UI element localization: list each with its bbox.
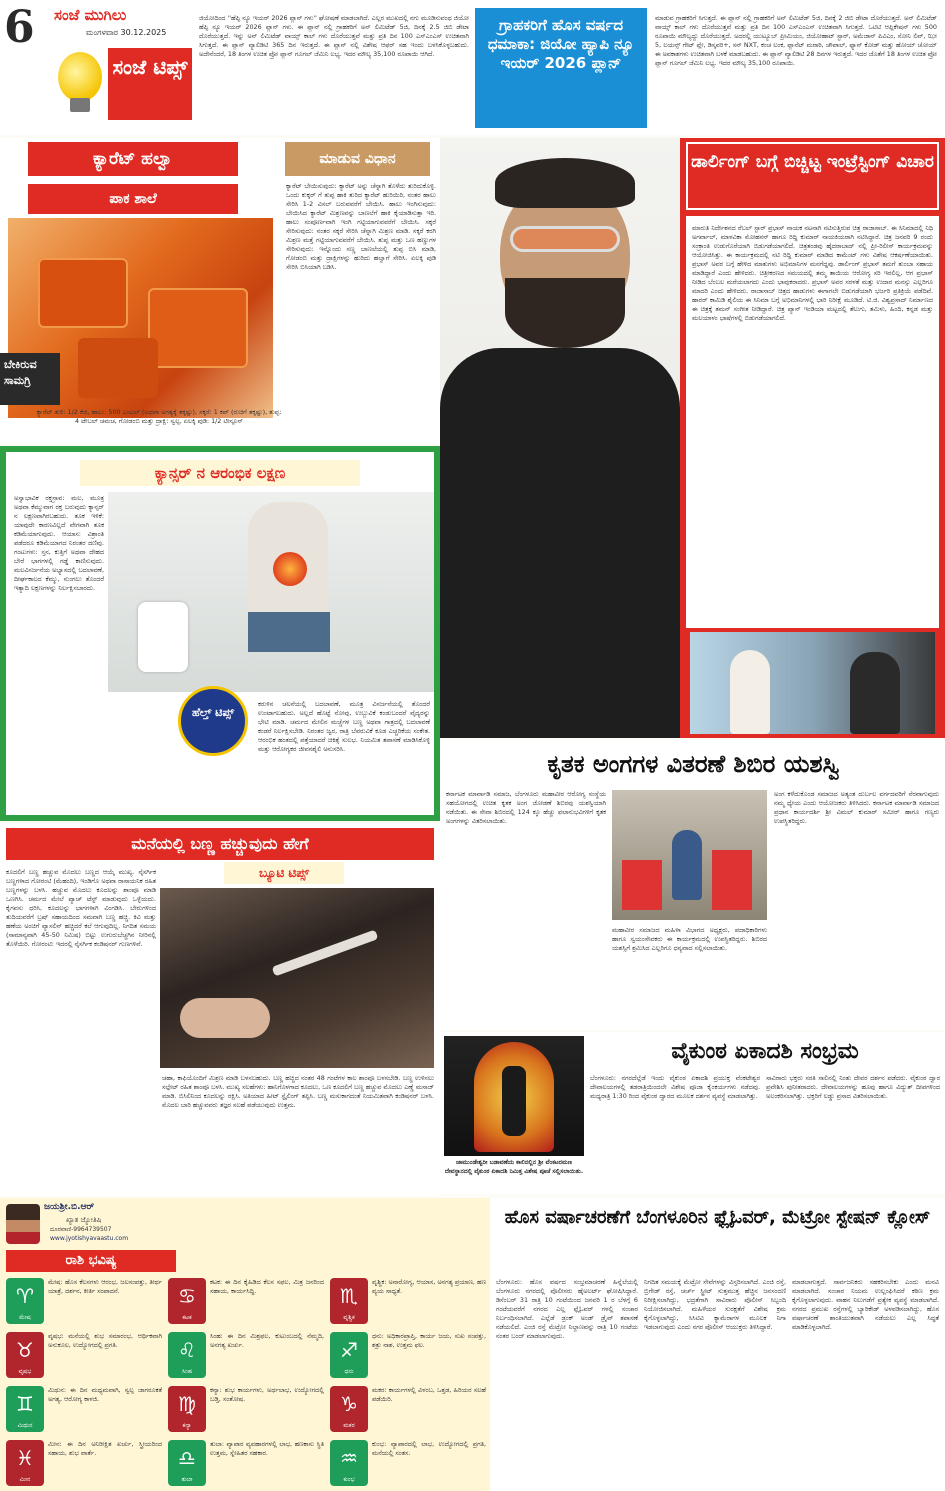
rashi-name: ಕನ್ಯಾ: [182, 1422, 192, 1429]
prabhas-article: [680, 138, 945, 738]
temple-article: [440, 1032, 945, 1194]
hair-title: ಮನೆಯಲ್ಲಿ ಬಣ್ಣ ಹಚ್ಚುವುದು ಹೇಗೆ: [6, 828, 434, 860]
rashi-name: ಮೀನ: [19, 1476, 31, 1483]
astrologer-phone: ದೂರವಾಣಿ-9964739507: [50, 1226, 112, 1233]
hair-photo: [160, 888, 434, 1068]
temple-caption: ಜಾಮುಂಡೇಶ್ವರೀ ಬಡಾವಣೆಯ ಕಾಲಿನಲ್ಲಿನ ಶ್ರೀ ವೆಂಕಟರಮಣ ದೇವಸ್ಥಾನದಲ್ಲಿ ವೈಕುಂಠ ಏಕಾದಶಿ ನಿಮಿತ್ತ ವಿಶೇಷ ಪೂಜೆ ಸಲ್ಲಿಸಲಾಯಿತು.: [444, 1159, 584, 1175]
rashi-text: ಮೇಷ: ಹೊಸ ಕೆಲಸಗಳು ಆರಂಭ, ಜಲಸಂಪತ್ತು, ತೀರ್ಥ ಯಾತ್ರೆ, ದರ್ಶನ, ಕೀರ್ತಿ ಸಂಪಾದನೆ.: [48, 1278, 162, 1295]
rashi-item: [168, 1330, 326, 1382]
jio-col1: ಜಿಯೋದಿಂದ ''ಹೆಪ್ಪಿ ನ್ಯೂ ಇಯರ್ 2026 ಪ್ಲಾನ್ ಗಳು'' ಘೋಷಣೆ ಮಾಡಲಾಗಿದೆ. ಎಲ್ಲರ ಮುಖದಲ್ಲಿ ನಗು ಮೂಡಿಸುವಂಥ ಜಿಯೋ ಹೆಪ್ಪಿ ನ್ಯೂ ಇಯರ್ 2026 ಪ್ಲಾನ್ ಗಳು. ಈ ಪ್ಲಾನ್ ನಲ್ಲಿ ಗ್ರಾಹಕರಿಗೆ ಅನ್ ಲಿಮಿಟೆಡ್ 5ಜಿ, ದಿನಕ್ಕೆ 2.5 ಜಿಬಿ ಡೇಟಾ ದೊರೆಯುತ್ತದೆ. ಇನ್ನು ಅನ್ ಲಿಮಿಟೆಡ್ ವಾಯ್ಸ್ ಕಾಲ್ ಗಳು ದೊರೆಯುತ್ತವೆ ಮತ್ತು ಪ್ರತಿ ದಿನ 100 ಎಸ್ಎಂಎಸ್ ಉಚಿತವಾಗಿ ಸಿಗುತ್ತದೆ. ಈ ಪ್ಲಾನ್ ವ್ಯಾಲಿಡಿಟಿ 365 ದಿನ ಇರುತ್ತದೆ. ಈ ಪ್ಲಾನ್ ನಲ್ಲಿ ವಿಶೇಷ ಆಫರ್ ಸಹ ಇಂದು ಬಳಸಿಕೊಳ್ಳಬಹುದು. ಅದೇನೆಂದರೆ, 18 ತಿಂಗಳ ಉಚಿತ ಪ್ರೋ ಪ್ಲಾನ್ ಗೂಗಲ್ ಜೆಮಿನಿ ಲಭ್ಯ. ಇದರ ಮೌಲ್ಯ 35,100 ರೂಪಾಯಿ ಆಗಿದೆ.: [199, 14, 469, 58]
astrologer-name: ಜಯಶ್ರೀ.ಬಿ.ಆರ್: [44, 1202, 95, 1212]
prabhas-headline: ಡಾರ್ಲಿಂಗ್ ಬಗ್ಗೆ ಬಿಚ್ಚಿಟ್ಟ ಇಂಟ್ರೆಸ್ಟಿಂಗ್ ವಿಚಾರ: [686, 142, 939, 210]
rashi-name: ಮಿಥುನ: [17, 1422, 33, 1429]
hair-col1: ಕೂದಲಿಗೆ ಬಣ್ಣ ಹಚ್ಚುವ ಮೊದಲು ಬಣ್ಣದ ಆಯ್ಕೆ ಮುಖ್ಯ. ನೈಸರ್ಗಿಕ ಬಣ್ಣಗಳಾದ ಗೋರಂಟಿ (ಮೆಹಂದಿ), ಇಂಡಿಗೊ ಅಥವಾ ರಾಸಾಯನಿಕ ರಹಿತ ಬಣ್ಣಗಳನ್ನು ಬಳಸಿ. ಹಚ್ಚುವ ಮೊದಲು ಕೂದಲನ್ನು ಶಾಂಪೂ ಮಾಡಿ ಒಣಗಿಸಿ. ಚರ್ಮದ ಮೇಲೆ ಪ್ಯಾಚ್ ಟೆಸ್ಟ್ ಮಾಡುವುದು ಒಳ್ಳೆಯದು. ಕೈಗವಸು ಧರಿಸಿ, ಕೂದಲನ್ನು ಭಾಗಗಳಾಗಿ ವಿಂಗಡಿಸಿ. ಬೇರುಗಳಿಂದ ತುದಿಯವರೆಗೆ ಬ್ರಷ್ ಸಹಾಯದಿಂದ ಸಮವಾಗಿ ಬಣ್ಣ ಹಚ್ಚಿ. ಕಿವಿ ಮತ್ತು ಹಣೆಯ ಅಂಚಿಗೆ ವ್ಯಾಸಲಿನ್ ಹಚ್ಚಿದರೆ ಕಲೆ ಆಗುವುದಿಲ್ಲ. ನಿಗದಿತ ಸಮಯ (ಸಾಮಾನ್ಯವಾಗಿ 45-50 ನಿಮಿಷ) ಬಿಟ್ಟು ಉಗುರುಬೆಚ್ಚಗಿನ ನೀರಿನಲ್ಲಿ ತೊಳೆಯಿರಿ. ಗೋರಂಟಿ: ಇದರಲ್ಲಿ ನೈಸರ್ಗಿಕ ಕಂಡಿಷನರ್ ಗುಣಗಳಿವೆ.: [6, 868, 156, 948]
brush-icon: [272, 929, 379, 976]
rashi-text: ಕಟಕ: ಈ ದಿನ ಕೈಹಿಡಿದ ಕೆಲಸ ಸಫಲ, ಮಿತ್ರ ಜನರಿಂದ ಸಹಾಯ, ಕಾರ್ಯಸಿದ್ಧಿ.: [210, 1278, 324, 1295]
rashi-item: [330, 1330, 488, 1382]
limbs-col1: ಕರ್ನಾಟಕ ಮಾರ್ವಾಡಿ ಸಮಾಜ, ಬೆಂಗಳೂರು ಮಹಾವೀರ ಆರೋಗ್ಯ ಸಂಸ್ಥೆಯ ಸಹಯೋಗದಲ್ಲಿ ಉಚಿತ ಕೃತಕ ಅಂಗ ಜೋಡಣೆ ಶಿಬಿರವು ಯಶಸ್ವಿಯಾಗಿ ನಡೆಯಿತು. ಈ ಸೇವಾ ಶಿಬಿರದಲ್ಲಿ 124 ಕ್ಕೂ ಹೆಚ್ಚು ಫಲಾನುಭವಿಗಳಿಗೆ ಕೃತಕ ಅಂಗಗಳನ್ನು ವಿತರಿಸಲಾಯಿತು.: [446, 790, 606, 825]
rashi-sign-icon: ♑: [330, 1386, 368, 1432]
rashi-text: ಮಿಥುನ: ಈ ದಿನ ಮಧ್ಯಮವಾಗಿ, ಸ್ವಲ್ಪ ಜಾಗರೂಕತೆ ಅಗತ್ಯ, ಆರೋಗ್ಯ ಕಾಳಜಿ.: [48, 1386, 162, 1403]
beauty-tips-tag: ಬ್ಯೂಟಿ ಟಿಪ್ಸ್: [224, 862, 344, 884]
rashi-text: ಧನು: ಅಧಿಕಾರಪ್ರಾಪ್ತಿ, ಕಾರ್ಯ ಜಯ, ಸುಖ ಸಂಪತ್ತು, ಶತ್ರು ನಾಶ, ಉತ್ತಮ ಫಲ.: [372, 1332, 486, 1349]
recipe-method-text: ಕ್ಯಾರೆಟ್ ಬೇಯಿಸುವುದು: ಕ್ಯಾರೆಟ್ ಅನ್ನು ಚೆನ್ನಾಗಿ ತೊಳೆದು ತುರಿದುಕೊಳ್ಳಿ. ಒಂದು ಕುಕ್ಕರ್ ಗೆ ತುಪ್ಪ ಹಾಕಿ ತುರಿದ ಕ್ಯಾರೆಟ್ ಹುರಿಯಿರಿ, ನಂತರ ಹಾಲು ಸೇರಿಸಿ 1-2 ವಿಸಲ್ ಬರುವವರೆಗೆ ಬೇಯಿಸಿ. ಹಾಲು ಇಂಗಿಸುವುದು: ಬೇಯಿಸಿದ ಕ್ಯಾರೆಟ್ ಮಿಶ್ರಣವನ್ನು ಬಾಣಲೆಗೆ ಹಾಕಿ ಕೈಯಾಡಿಸುತ್ತಾ ಇರಿ. ಹಾಲು ಸಂಪೂರ್ಣವಾಗಿ ಇಂಗಿ ಗಟ್ಟಿಯಾಗುವವರೆಗೆ ಬೇಯಿಸಿ. ಸಕ್ಕರೆ ಸೇರಿಸುವುದು: ನಂತರ ಸಕ್ಕರೆ ಸೇರಿಸಿ ಚೆನ್ನಾಗಿ ಮಿಶ್ರಣ ಮಾಡಿ. ಸಕ್ಕರೆ ಕರಗಿ ಮಿಶ್ರಣ ಮತ್ತೆ ಗಟ್ಟಿಯಾಗುವವರೆಗೆ ಬೇಯಿಸಿ. ತುಪ್ಪ ಮತ್ತು ಒಣ ಹಣ್ಣುಗಳ ಸೇರಿಸುವುದು: ಇನ್ನೊಂದು ಸಣ್ಣ ಬಾಣಲೆಯಲ್ಲಿ ತುಪ್ಪ ಬಿಸಿ ಮಾಡಿ, ಗೋಡಂಬಿ ಮತ್ತು ದ್ರಾಕ್ಷಿಗಳನ್ನು ಹುರಿದು ಹಲ್ವಾಗೆ ಸೇರಿಸಿ. ಏಲಕ್ಕಿ ಪುಡಿ ಸೇರಿಸಿ ಬಿಸಿಯಾಗಿ ಬಡಿಸಿ.: [286, 182, 436, 271]
recipe-method-tag: ಮಾಡುವ ವಿಧಾನ: [285, 142, 430, 176]
temple-col1: ಬೆಂಗಳೂರು: ನಗರದೆಲ್ಲೆಡೆ ಇಂದು ವೈಕುಂಠ ಏಕಾದಶಿ ಪ್ರಯುಕ್ತ ವೆಂಕಟೇಶ್ವರ ದೇವಾಲಯಗಳಲ್ಲಿ ತಡರಾತ್ರಿಯಿಂದಲೇ ವಿಶೇಷ ಪೂಜಾ ಕೈಂಕರ್ಯಗಳು ನಡೆದವು. ಮಧ್ಯರಾತ್ರಿ 1:30 ರಿಂದ ವೈಕುಂಠ ದ್ವಾರದ ಮೂಲಕ ದರ್ಶನ ವ್ಯವಸ್ಥೆ ಮಾಡಲಾಗಿತ್ತು.: [590, 1074, 760, 1100]
rashi-item: [6, 1438, 164, 1490]
jio-article: [195, 0, 945, 135]
rashi-name: ಧನು: [344, 1368, 354, 1375]
health-photo: [108, 492, 434, 692]
recipe-pakashale-tag: ಪಾಕ ಶಾಲೆ: [28, 184, 238, 214]
rashi-name: ಕುಂಭ: [343, 1476, 355, 1483]
rashi-text: ವೃಶ್ಚಿಕ: ಅನಾರೋಗ್ಯ, ಆಯಾಸ, ಅನಗತ್ಯ ಪ್ರಯಾಣ, ಹಣ ವ್ಯಯ ಸಾಧ್ಯತೆ.: [372, 1278, 486, 1295]
ingredients-label: ಬೇಕಿರುವ ಸಾಮಗ್ರಿ: [0, 353, 60, 405]
hair-section: [0, 824, 440, 1196]
rashi-sign-icon: ♏: [330, 1278, 368, 1324]
rashi-sign-icon: ♋: [168, 1278, 206, 1324]
newyear-col3: ಮಾಡಲಾಗುತ್ತದೆ. ಸಾರ್ವಜನಿಕರು ಸಹಕರಿಸಬೇಕು ಎಂದು ಮನವಿ ಮಾಡಲಾಗಿದೆ. ಸಂಚಾರ ನಿಯಮ ಉಲ್ಲಂಘಿಸಿದರೆ ಕಠಿಣ ಕ್ರಮ ಕೈಗೊಳ್ಳಲಾಗುವುದು. ವಾಹನ ನಿಲುಗಡೆಗೆ ಪ್ರತ್ಯೇಕ ವ್ಯವಸ್ಥೆ ಮಾಡಲಾಗಿದೆ. ನಗರದ ಪ್ರಮುಖ ರಸ್ತೆಗಳಲ್ಲಿ ಬ್ಯಾರಿಕೇಡ್ ಅಳವಡಿಸಲಾಗಿದ್ದು, ಹೊಸ ವರ್ಷಾಚರಣೆ ಶಾಂತಿಯುತವಾಗಿ ನಡೆಯಲು ಎಲ್ಲ ಸಿದ್ಧತೆ ಮಾಡಿಕೊಳ್ಳಲಾಗಿದೆ.: [792, 1278, 939, 1331]
cancer-title: ಕ್ಯಾನ್ಸರ್ ನ ಆರಂಭಿಕ ಲಕ್ಷಣ: [80, 460, 360, 486]
rashi-sign-icon: ♐: [330, 1332, 368, 1378]
rashi-sign-icon: ♉: [6, 1332, 44, 1378]
rashi-item: [6, 1330, 164, 1382]
horoscope-title: ರಾಶಿ ಭವಿಷ್ಯ: [6, 1250, 176, 1272]
rashi-item: [6, 1276, 164, 1328]
rashi-item: [168, 1438, 326, 1490]
rashi-sign-icon: ♒: [330, 1440, 368, 1486]
recipe-section: [0, 138, 440, 443]
hair-col2: ಚಹಾ, ಕಾಫಿಯೊಂದಿಗೆ ಮಿಶ್ರಣ ಮಾಡಿ ಬಳಸಬಹುದು. ಬಣ್ಣ ಹಚ್ಚಿದ ನಂತರ 48 ಗಂಟೆಗಳ ಕಾಲ ಶಾಂಪೂ ಬಳಸಬೇಡಿ. ಬಣ್ಣ ಉಳಿಸಲು ಸಲ್ಫೇಟ್ ರಹಿತ ಶಾಂಪೂ ಬಳಸಿ. ಮುಖ್ಯ ಸಲಹೆಗಳು: ಹಾನಿಗೊಳಗಾದ ಕೂದಲು, ಒಣ ಕೂದಲಿಗೆ ಬಣ್ಣ ಹಚ್ಚುವ ಮೊದಲು ಎಣ್ಣೆ ಮಸಾಜ್ ಮಾಡಿ. ಬಿಸಿಲಿನಿಂದ ಕೂದಲನ್ನು ರಕ್ಷಿಸಿ. ಅತಿಯಾದ ಹೀಟ್ ಸ್ಟೈಲಿಂಗ್ ತಪ್ಪಿಸಿ. ಬಣ್ಣ ಮಸುಕಾಗದಂತೆ ನಿಯಮಿತವಾಗಿ ಕಂಡಿಷನರ್ ಬಳಸಿ. ಮೊದಲ ಬಾರಿ ಹಚ್ಚುವವರು ತಜ್ಞರ ಸಲಹೆ ಪಡೆಯುವುದು ಉತ್ತಮ.: [162, 1074, 434, 1109]
limbs-headline: ಕೃತಕ ಅಂಗಗಳ ವಿತರಣೆ ಶಿಬಿರ ಯಶಸ್ವಿ: [547, 750, 840, 778]
deity-shape: [502, 1066, 526, 1136]
temple-headline: ವೈಕುಂಠ ಏಕಾದಶಿ ಸಂಭ್ರಮ: [671, 1039, 859, 1064]
limbs-photo: [612, 790, 767, 920]
rashi-item: [6, 1384, 164, 1436]
rashi-text: ತುಲಾ: ವ್ಯಾಪಾರ ವ್ಯವಹಾರಗಳಲ್ಲಿ ಲಾಭ, ಹಣಕಾಸು ಸ್ಥಿತಿ ಉತ್ತಮ, ಸ್ನೇಹಿತರ ಸಹಕಾರ.: [210, 1440, 324, 1457]
jio-headline-box: ಗ್ರಾಹಕರಿಗೆ ಹೊಸ ವರ್ಷದ ಧಮಾಕಾ: ಜಿಯೋ ಹ್ಯಾಪಿ ನ್ಯೂ ಇಯರ್ 2026 ಪ್ಲಾನ್: [475, 8, 647, 128]
newyear-article: [490, 1198, 945, 1491]
rashi-sign-icon: ♓: [6, 1440, 44, 1486]
newyear-col1: ಬೆಂಗಳೂರು: ಹೊಸ ವರ್ಷದ ಸಂಭ್ರಮಾಚರಣೆ ಹಿನ್ನೆಲೆಯಲ್ಲಿ ಬೆಂಗಳೂರು ನಗರದಲ್ಲಿ ಪೊಲೀಸರು ಹೈಅಲರ್ಟ್ ಘೋಷಿಸಿದ್ದಾರೆ. ಡಿಸೆಂಬರ್ 31 ರಾತ್ರಿ 10 ಗಂಟೆಯಿಂದ ಜನವರಿ 1 ರ ಬೆಳಗ್ಗೆ 6 ಗಂಟೆಯವರೆಗೆ ನಗರದ ಎಲ್ಲ ಫ್ಲೈಓವರ್ ಗಳಲ್ಲಿ ಸಂಚಾರ ನಿರ್ಬಂಧಿಸಲಾಗಿದೆ. ಎಲ್ಲೆಡೆ ಡ್ರಂಕ್ ಅಂಡ್ ಡ್ರೈವ್ ತಪಾಸಣೆ ನಡೆಯಲಿದೆ. ಎಂಜಿ ರಸ್ತೆ ಮೆಟ್ರೋ ನಿಲ್ದಾಣವನ್ನು ರಾತ್ರಿ 10 ಗಂಟೆಯ ನಂತರ ಬಂದ್ ಮಾಡಲಾಗುವುದು.: [496, 1278, 638, 1340]
rashi-name: ಮಕರ: [343, 1422, 355, 1429]
section-title: ಸಂಜೆ ಟಿಪ್ಸ್: [108, 48, 192, 120]
bulb-icon: [58, 52, 102, 102]
sunglasses-icon: [510, 226, 620, 252]
newyear-col2: ನಿಗದಿತ ಸಮಯಕ್ಕೆ ಮೆಟ್ರೋ ಸೇವೆಗಳನ್ನು ವಿಸ್ತರಿಸಲಾಗಿದೆ. ಎಂಜಿ ರಸ್ತೆ, ಬ್ರಿಗೇಡ್ ರಸ್ತೆ, ಚರ್ಚ್ ಸ್ಟ್ರೀಟ್ ಸುತ್ತಮುತ್ತ ಹೆಚ್ಚಿನ ಜನಸಂದಣಿ ನಿರೀಕ್ಷಿಸಲಾಗಿದ್ದು, ಭದ್ರತೆಗಾಗಿ ಸಾವಿರಾರು ಪೊಲೀಸ್ ಸಿಬ್ಬಂದಿ ನಿಯೋಜಿಸಲಾಗಿದೆ. ಮಹಿಳೆಯರ ಸುರಕ್ಷತೆಗೆ ವಿಶೇಷ ಕ್ರಮ ಕೈಗೊಳ್ಳಲಾಗಿದ್ದು, ಸಿಸಿಟಿವಿ ಕ್ಯಾಮೆರಾಗಳ ಮೂಲಕ ನಿಗಾ ಇಡಲಾಗುವುದು ಎಂದು ನಗರ ಪೊಲೀಸ್ ಆಯುಕ್ತರು ತಿಳಿಸಿದ್ದಾರೆ.: [644, 1278, 786, 1331]
horoscope-section: [0, 1198, 490, 1491]
toilet-shape: [138, 602, 188, 672]
newyear-headline: ಹೊಸ ವರ್ಷಾಚರಣೆಗೆ ಬೆಂಗಳೂರಿನ ಫ್ಲೈಓವರ್, ಮೆಟ್ರೋ ಸ್ಟೇಷನ್ ಕ್ಲೋಸ್: [504, 1207, 931, 1228]
limbs-col2: ಮಹಾವೀರ ಸಮಾಜದ ಮಹಿಳಾ ವಿಭಾಗದ ಅಧ್ಯಕ್ಷರು, ಪದಾಧಿಕಾರಿಗಳು ಹಾಗೂ ಸ್ವಯಂಸೇವಕರು ಈ ಕಾರ್ಯಕ್ರಮದಲ್ಲಿ ಉಪಸ್ಥಿತರಿದ್ದರು. ಶಿಬಿರದ ಯಶಸ್ಸಿಗೆ ಶ್ರಮಿಸಿದ ಎಲ್ಲರಿಗೂ ಧನ್ಯವಾದ ಸಲ್ಲಿಸಲಾಯಿತು.: [612, 926, 767, 952]
rashi-item: [168, 1276, 326, 1328]
health-tips-badge: ಹೆಲ್ತ್ ಟಿಪ್ಸ್: [178, 686, 248, 756]
bulb-base-icon: [70, 98, 90, 112]
masthead: [0, 0, 195, 135]
temple-photo: [444, 1036, 584, 1156]
rashi-name: ತುಲಾ: [181, 1476, 193, 1483]
rashi-item: [330, 1276, 488, 1328]
astrologer-website[interactable]: www.jyotishyavaastu.com: [50, 1235, 129, 1242]
abdomen-glow-icon: [273, 552, 307, 586]
jacket-shape: [440, 348, 680, 738]
prabhas-photo: [440, 138, 680, 738]
rashi-sign-icon: ♎: [168, 1440, 206, 1486]
event-photo: [690, 632, 935, 734]
temple-col2: ಸಾವಿರಾರು ಭಕ್ತರು ಸರತಿ ಸಾಲಿನಲ್ಲಿ ನಿಂತು ದೇವರ ದರ್ಶನ ಪಡೆದರು. ವೈಕುಂಠ ದ್ವಾರ ಪ್ರವೇಶಿಸಿ ಪುನೀತರಾದರು. ದೇವಾಲಯಗಳನ್ನು ಹೂವು ಹಾಗೂ ವಿದ್ಯುತ್ ದೀಪಗಳಿಂದ ಅಲಂಕರಿಸಲಾಗಿತ್ತು. ಭಕ್ತರಿಗೆ ಲಡ್ಡು ಪ್ರಸಾದ ವಿತರಿಸಲಾಯಿತು.: [766, 1074, 940, 1100]
limbs-article: [440, 740, 945, 1030]
astrologer-avatar: [6, 1204, 40, 1244]
rashi-text: ಮಕರ: ಕಾರ್ಯಗಳಲ್ಲಿ ವಿಳಂಬ, ಒತ್ತಡ, ಹಿರಿಯರ ಸಲಹೆ ಪಡೆಯಿರಿ.: [372, 1386, 486, 1403]
rashi-name: ವೃಶ್ಚಿಕ: [343, 1314, 355, 1321]
rashi-item: [330, 1384, 488, 1436]
page-number: 6: [4, 2, 35, 53]
jio-col2: ಮಾಡುವ ಗ್ರಾಹಕರಿಗೆ ಸಿಗುತ್ತದೆ. ಈ ಪ್ಲಾನ್ ನಲ್ಲಿ ಗ್ರಾಹಕರಿಗೆ ಅನ್ ಲಿಮಿಟೆಡ್ 5ಜಿ, ದಿನಕ್ಕೆ 2 ಜಿಬಿ ಡೇಟಾ ದೊರೆಯುತ್ತದೆ. ಅನ್ ಲಿಮಿಟೆಡ್ ವಾಯ್ಸ್ ಕಾಲ್ ಗಳು ದೊರೆಯುತ್ತವೆ ಮತ್ತು ಪ್ರತಿ ದಿನ 100 ಎಸ್ಎಂಎಸ್ ಉಚಿತವಾಗಿ ಸಿಗುತ್ತದೆ. ಒಟಿಟಿ ಆಪ್ಲಿಕೇಷನ್ ಗಳು 500 ರೂಪಾಯಿ ಮೌಲ್ಯದ್ದು ದೊರೆಯುತ್ತದೆ. ಅದರಲ್ಲಿ ಯುಟ್ಯೂಬ್ ಪ್ರೀಮಿಯಂ, ಜಿಯೋಹಾಟ್ ಸ್ಟಾರ್, ಅಮೆಜಾನ್ ಪಿವಿಎಂ, ಸೋನಿ ಲಿವ್, ಝೀ 5, ಲಯನ್ಸ್ ಗೇಟ್ ಪ್ಲೇ, ಡಿಸ್ಕವರಿ+, ಸನ್ NXT, ಕಂಚ ಲಂಕ, ಪ್ಲಾನೆಟ್ ಮರಾಠಿ, ಚೌಪಾಲ್, ಫ್ಯಾನ್ ಕೋಡ್ ಮತ್ತು ಹೋಯ್ ಚೋಯ್ ಈ ಅವಕಾಶಗಳು ಉಚಿತವಾಗಿ ಬಳಕೆ ಮಾಡಬಹುದು. ಈ ಪ್ಲಾನ್ ವ್ಯಾಲಿಡಿಟಿ 28 ದಿನಗಳ ಇರುತ್ತದೆ. ಇದರ ಜೊತೆಗೆ 18 ತಿಂಗಳ ಉಚಿತ ಪ್ರೋ ಪ್ಲಾನ್ ಗೂಗಲ್ ಜೆಮಿನಿ ಲಭ್ಯ. ಇದರ ಮೌಲ್ಯ 35,100 ರೂಪಾಯಿ.: [655, 14, 937, 67]
rashi-sign-icon: ♊: [6, 1386, 44, 1432]
rashi-sign-icon: ♈: [6, 1278, 44, 1324]
astrologer-role: ಖ್ಯಾತ ಜ್ಯೋತಿಷಿ: [66, 1216, 102, 1224]
ingredients-text: ಕ್ಯಾರೆಟ್ ತುರಿ: 1/2 ಕೆಜಿ, ಹಾಲು: 500 ಎಂಎಲ್ (ಅಥವಾ ಅಗತ್ಯಕ್ಕೆ ತಕ್ಕಷ್ಟು), ಸಕ್ಕರೆ: 1 ಕಪ್ (ರುಚಿಗೆ ತಕ್ಕಷ್ಟು), ತುಪ್ಪ: 4 ಟೇಬಲ್ ಚಮಚ, ಗೋಡಂಬಿ ಮತ್ತು ದ್ರಾಕ್ಷಿ: ಸ್ವಲ್ಪ, ಏಲಕ್ಕಿ ಪುಡಿ: 1/2 ಟೀಸ್ಪೂನ್: [36, 408, 282, 425]
rashi-sign-icon: ♍: [168, 1386, 206, 1432]
rashi-name: ವೃಷಭ: [18, 1368, 32, 1375]
rashi-text: ಮೀನ: ಈ ದಿನ ಅನಿರೀಕ್ಷಿತ ಖರ್ಚು, ಸ್ತ್ರೀಯರಿಂದ ಸಹಾಯ, ಶುಭ ವಾರ್ತೆ.: [48, 1440, 162, 1457]
rashi-text: ಕುಂಭ: ವ್ಯಾಪಾರದಲ್ಲಿ ಲಾಭ, ಉದ್ಯೋಗದಲ್ಲಿ ಪ್ರಗತಿ, ಮನೆಯಲ್ಲಿ ಸಂತಸ.: [372, 1440, 486, 1457]
rashi-name: ಮೇಷ: [19, 1314, 31, 1321]
limbs-col3: ಅಂಗ ಕಳೆದುಕೊಂಡ ಸಮಾಜದ ಅತ್ಯಂತ ದುರ್ಬಲ ವರ್ಗದವರಿಗೆ ನೆರವಾಗುವುದು ನಮ್ಮ ಧ್ಯೇಯ ಎಂದು ಆಯೋಜಕರು ತಿಳಿಸಿದರು. ಕರ್ನಾಟಕ ಮಾರ್ವಾಡಿ ಸಮಾಜದ ಪ್ರಧಾನ ಕಾರ್ಯದರ್ಶಿ ಶ್ರೀ ವಿಮಲ್ ಕುಮಾರ್ ಸಮೀರ್ ಹಾಗೂ ಗಣ್ಯರು ಉಪಸ್ಥಿತರಿದ್ದರು.: [774, 790, 939, 825]
cancer-col1: ಅಸ್ವಾಭಾವಿಕ ರಕ್ತಸ್ರಾವ: ಮಲ, ಮೂತ್ರ ಅಥವಾ ಕೆಮ್ಮುವಾಗ ರಕ್ತ ಬರುವುದು ಕ್ಯಾನ್ಸರ್ ನ ಲಕ್ಷಣವಾಗಿರಬಹುದು. ತೂಕ ಇಳಿಕೆ: ಯಾವುದೇ ಕಾರಣವಿಲ್ಲದೆ ವೇಗವಾಗಿ ತೂಕ ಕಡಿಮೆಯಾಗುವುದು. ಆಯಾಸ: ವಿಶ್ರಾಂತಿ ಪಡೆದರೂ ಕಡಿಮೆಯಾಗದ ನಿರಂತರ ದಣಿವು. ಗಂಟುಗಳು: ಸ್ತನ, ಕುತ್ತಿಗೆ ಅಥವಾ ದೇಹದ ಬೇರೆ ಭಾಗಗಳಲ್ಲಿ ಗಡ್ಡೆ ಕಾಣಿಸುವುದು. ಮಲವಿಸರ್ಜನೆಯ ಅಭ್ಯಾಸದಲ್ಲಿ ಬದಲಾವಣೆ, ದೀರ್ಘಕಾಲದ ಕೆಮ್ಮು, ನುಂಗಲು ತೊಂದರೆ ಇತ್ಯಾದಿ ಲಕ್ಷಣಗಳನ್ನು ನಿರ್ಲಕ್ಷಿಸಬಾರದು.: [14, 494, 104, 592]
rashi-name: ಸಿಂಹ: [181, 1368, 192, 1375]
rashi-text: ಸಿಂಹ: ಈ ದಿನ ಮಿಶ್ರಫಲ, ಕುಟುಂಬದಲ್ಲಿ ನೆಮ್ಮದಿ, ಅನಗತ್ಯ ಖರ್ಚು.: [210, 1332, 324, 1349]
brand-line: ಸಂಜೆ ಮುಗಿಲು: [54, 6, 127, 24]
rashi-text: ಕನ್ಯಾ: ಶುಭ ಕಾರ್ಯಗಳು, ಅರ್ಥಲಾಭ, ಉದ್ಯೋಗದಲ್ಲಿ ಬಡ್ತಿ, ಸಂತೋಷ.: [210, 1386, 324, 1403]
cancer-col2: ಕರುಳಿನ ಚಲನೆಯಲ್ಲಿ ಬದಲಾವಣೆ, ಮೂತ್ರ ವಿಸರ್ಜನೆಯಲ್ಲಿ ತೊಂದರೆ ಉಂಟಾಗಬಹುದು. ಅಲ್ಲದೆ ಹೊಟ್ಟೆ ನೋವು, ಉಬ್ಬುವಿಕೆ ಕಂಡುಬಂದರೆ ವೈದ್ಯರನ್ನು ಭೇಟಿ ಮಾಡಿ. ಚರ್ಮದ ಮೇಲಿನ ಮಚ್ಚೆಗಳ ಬಣ್ಣ ಅಥವಾ ಗಾತ್ರದಲ್ಲಿ ಬದಲಾವಣೆ ಕಂಡರೆ ನಿರ್ಲಕ್ಷಿಸಬೇಡಿ. ನಿರಂತರ ಜ್ವರ, ರಾತ್ರಿ ಬೆವರುವಿಕೆ ಕೂಡ ಎಚ್ಚರಿಕೆಯ ಸಂಕೇತ. ಆರಂಭಿಕ ಹಂತದಲ್ಲಿ ಪತ್ತೆಯಾದರೆ ಚಿಕಿತ್ಸೆ ಸುಲಭ. ನಿಯಮಿತ ತಪಾಸಣೆ ಮಾಡಿಸಿಕೊಳ್ಳಿ ಮತ್ತು ಆರೋಗ್ಯಕರ ಜೀವನಶೈಲಿ ಅನುಸರಿಸಿ.: [258, 700, 430, 753]
date-line: ಮಂಗಳವಾರ 30.12.2025: [86, 28, 167, 37]
cancer-section: [0, 446, 440, 821]
recipe-title: ಕ್ಯಾರೆಟ್ ಹಲ್ವಾ: [28, 142, 238, 176]
rashi-item: [168, 1384, 326, 1436]
rashi-item: [330, 1438, 488, 1490]
rashi-name: ಕಟಕ: [182, 1314, 192, 1321]
rashi-sign-icon: ♌: [168, 1332, 206, 1378]
prabhas-body: ಮಾರುತಿ ನಿರ್ದೇಶನದ ರೆಬಲ್ ಸ್ಟಾರ್ ಪ್ರಭಾಸ್ ನಾಯಕ ನಟನಾಗಿ ನಟಿಸುತ್ತಿರುವ ಚಿತ್ರ ರಾಜಾಸಾಬ್. ಈ ಸಿನಿಮಾದಲ್ಲಿ ನಿಧಿ ಅಗರ್ವಾಲ್, ಮಾಳವಿಕಾ ಮೋಹನನ್ ಹಾಗೂ ರಿದ್ಧಿ ಕುಮಾರ್ ನಾಯಕಿಯರಾಗಿ ನಟಿಸಿದ್ದಾರೆ. ಚಿತ್ರ ಜನವರಿ 9 ರಂದು ಸಂಕ್ರಾಂತಿ ಉಡುಗೊರೆಯಾಗಿ ಬಿಡುಗಡೆಯಾಗಲಿದೆ. ಚಿತ್ರತಂಡವು ಹೈದರಾಬಾದ್ ನಲ್ಲಿ ಪ್ರೀ-ರಿಲೀಸ್ ಕಾರ್ಯಕ್ರಮವನ್ನು ಆಯೋಜಿಸಿತ್ತು. ಈ ಕಾರ್ಯಕ್ರಮದಲ್ಲಿ ನಟಿ ರಿದ್ಧಿ ಕುಮಾರ್ ಮಾಡಿದ ಕಾಮೆಂಟ್ ಗಳು ವಿಶೇಷ ಆಕರ್ಷಣೆಯಾಯಿತು. ಪ್ರಭಾಸ್ ಅವರ ಬಗ್ಗೆ ಹೇಳಿದ ಮಾತುಗಳು ಅಭಿಮಾನಿಗಳ ಮನಗೆದ್ದವು. ಡಾರ್ಲಿಂಗ್ ಪ್ರಭಾಸ್ ತಮಗೆ ತುಂಬಾ ಸಹಾಯ ಮಾಡಿದ್ದಾರೆ ಎಂದು ಹೇಳಿದರು. ಚಿತ್ರೀಕರಣದ ಸಮಯದಲ್ಲಿ ತಮ್ಮ ತಾಯಿಯ ಆರೋಗ್ಯ ಸರಿ ಇರಲಿಲ್ಲ, ಆಗ ಪ್ರಭಾಸ್ ನೀಡಿದ ಬೆಂಬಲ ಮರೆಯಲಾಗದು ಎಂದು ಭಾವುಕರಾದರು. ಪ್ರಭಾಸ್ ಅವರ ಸರಳತೆ ಮತ್ತು ಉದಾರ ಮನಸ್ಸು ಎಲ್ಲರಿಗೂ ಮಾದರಿ ಎಂದು ಹೇಳಿದರು. ರಾಜಾಸಾಬ್ ಚಿತ್ರದ ಹಾಡುಗಳು ಈಗಾಗಲೇ ಬಿಡುಗಡೆಯಾಗಿ ಭರ್ಜರಿ ಪ್ರತಿಕ್ರಿಯೆ ಪಡೆದಿವೆ. ಹಾರರ್ ಕಾಮಿಡಿ ಶೈಲಿಯ ಈ ಸಿನಿಮಾ ಬಗ್ಗೆ ಅಭಿಮಾನಿಗಳಲ್ಲಿ ಭಾರಿ ನಿರೀಕ್ಷೆ ಮೂಡಿದೆ. ಟಿ.ಜಿ. ವಿಶ್ವಪ್ರಸಾದ್ ನಿರ್ಮಾಣದ ಈ ಚಿತ್ರಕ್ಕೆ ತಮನ್ ಸಂಗೀತ ನೀಡಿದ್ದಾರೆ. ಚಿತ್ರ ಪ್ಯಾನ್ ಇಂಡಿಯಾ ಮಟ್ಟದಲ್ಲಿ ತೆಲುಗು, ತಮಿಳು, ಹಿಂದಿ, ಕನ್ನಡ ಮತ್ತು ಮಲಯಾಳಂ ಭಾಷೆಗಳಲ್ಲಿ ಬಿಡುಗಡೆಯಾಗಲಿದೆ.: [692, 224, 933, 322]
rashi-text: ವೃಷಭ: ಮನೆಯಲ್ಲಿ ಶುಭ ಸಮಾರಂಭ, ಆರ್ಥಿಕವಾಗಿ ಅನುಕೂಲ, ಉದ್ಯೋಗದಲ್ಲಿ ಪ್ರಗತಿ.: [48, 1332, 162, 1349]
